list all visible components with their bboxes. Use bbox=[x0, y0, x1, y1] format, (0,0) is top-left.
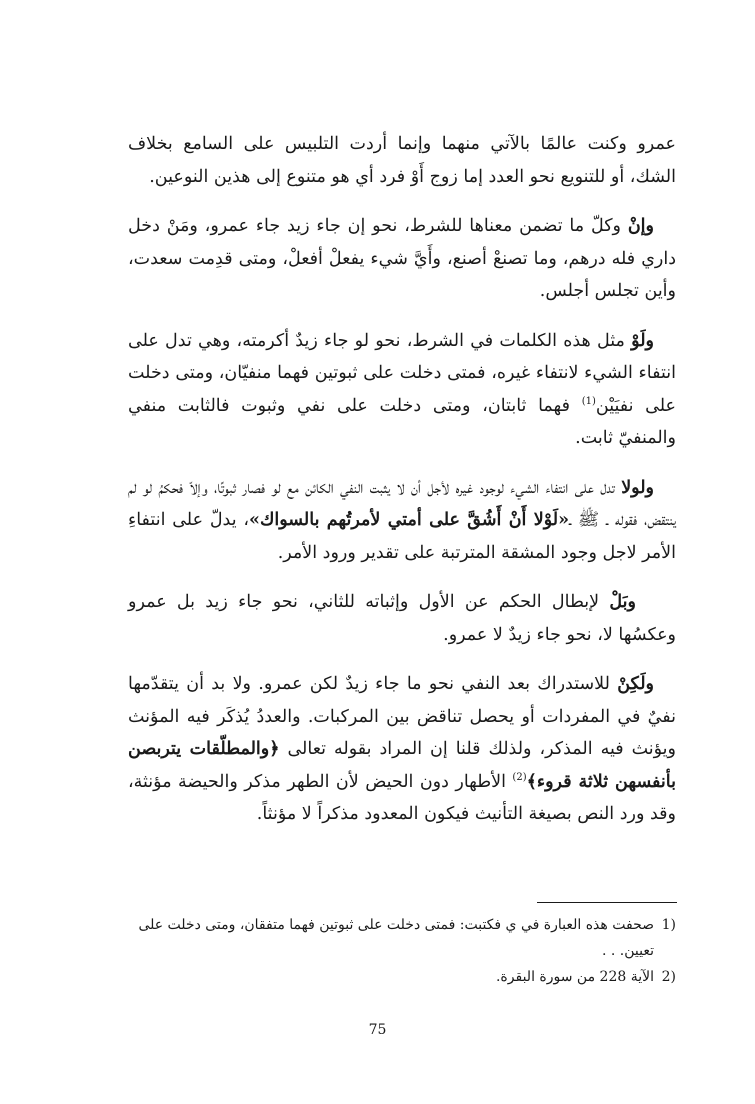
paragraph-text-continued: ، يدلّ على انتفاءِ الأمر لاجل وجود المشقة المترتبة على تقدير ورود الأمر. bbox=[128, 510, 676, 563]
page-number: 75 bbox=[368, 1022, 387, 1038]
paragraph-lawla bbox=[128, 472, 676, 570]
paragraph-lakin bbox=[128, 668, 676, 831]
footnote-1 bbox=[128, 912, 676, 964]
paragraph-bal bbox=[128, 586, 676, 651]
footnote-2 bbox=[128, 964, 676, 990]
particle-lead-lakin: ولَكِنْ bbox=[617, 674, 654, 694]
paragraph-text: مثل هذه الكلمات في الشرط، نحو لو جاء زيدٌ أكرمته، وهي تدل على انتفاء الشيء لانتفاء غيره، فمتى دخلت على ثبوتين فهما منفيّان، ومتى دخلت على نفيَيْن bbox=[128, 330, 677, 416]
body-text bbox=[128, 128, 676, 848]
quran-quote: ﴿والمطلّقات يتربصن بأنفسهن ثلاثة قروء﴾ bbox=[128, 739, 676, 792]
paragraph-in bbox=[128, 210, 676, 308]
footnote-text: الآية 228 من سورة البقرة. bbox=[495, 969, 654, 985]
footnote-divider bbox=[537, 902, 677, 903]
paragraph-text: للاستدراك بعد النفي نحو ما جاء زيدٌ لكن عمرو. ولا بد أن يتقدّمها نفيٌ في المفردات أو يحصل تناقض بين المركبات. والعددُ يُذكَر فيه المؤنث ويؤنث فيه المذكر، ولذلك قلنا إن المراد بقوله تعالى bbox=[128, 674, 676, 759]
paragraph-text-continued: فهما ثابتان، ومتى دخلت على نفي وثبوت فالثابت منفي والمنفيّ ثابت. bbox=[128, 395, 676, 448]
particle-lead-lawla: ولولا bbox=[621, 477, 654, 498]
paragraph-text: عمرو وكنت عالمًا بالآتي منهما وإنما أردت التلبيس على السامع بخلاف الشك، أو للتنويع نحو العدد إما زوج أَوْ فرد أي هو متنوع إلى هذين النوعين. bbox=[128, 134, 676, 187]
paragraph-text: تدل على انتفاء الشيء لوجود غيره لأجل أن لا يثبت النفي الكائن مع لو فصار ثبوتًا، وإلاّ فحكمُ لو لم ينتقض، فقوله ـ ﷺ ـ bbox=[128, 477, 676, 530]
footnote-ref-1: (1) bbox=[581, 395, 596, 407]
paragraph-text: لإبطال الحكم عن الأول وإثباته للثاني، نحو جاء زيد بل عمرو وعكسُها لا، نحو جاء زيدٌ لا عمرو. bbox=[128, 592, 676, 645]
footnotes bbox=[128, 912, 676, 990]
footnote-number: (1 bbox=[661, 917, 676, 933]
paragraph-text-continued: الأطهار دون الحيض لأن الطهر مذكر والحيضة مؤنثة، وقد ورد النص بصيغة التأنيث فيكون المعدود مذكراً لا مؤنثاً. bbox=[128, 771, 676, 824]
paragraph-1 bbox=[128, 128, 676, 193]
particle-lead-in: وإنْ bbox=[627, 216, 654, 236]
hadith-quote: «لَوْلا أَنْ أَشُقَّ على أمتي لأمرتُهم بالسواك» bbox=[249, 510, 570, 530]
paragraph-law bbox=[128, 325, 676, 455]
footnote-ref-2: (2) bbox=[512, 771, 527, 783]
footnote-number: (2 bbox=[661, 969, 676, 985]
particle-lead-bal: وبَلْ bbox=[609, 592, 636, 612]
paragraph-text: وكلّ ما تضمن معناها للشرط، نحو إن جاء زيد جاء عمرو، ومَنْ دخل داري فله درهم، وما تصنعْ أصنع، وأَيَّ شيء يفعلْ أفعلْ، ومتى قدِمت سعدت، وأين تجلس أجلس. bbox=[128, 216, 676, 301]
particle-lead-law: ولَوْ bbox=[631, 330, 654, 351]
footnote-text: صحفت هذه العبارة في ي فكتبت: فمتى دخلت على ثبوتين فهما متفقان، ومتى دخلت على تعيين. . . bbox=[138, 917, 654, 959]
